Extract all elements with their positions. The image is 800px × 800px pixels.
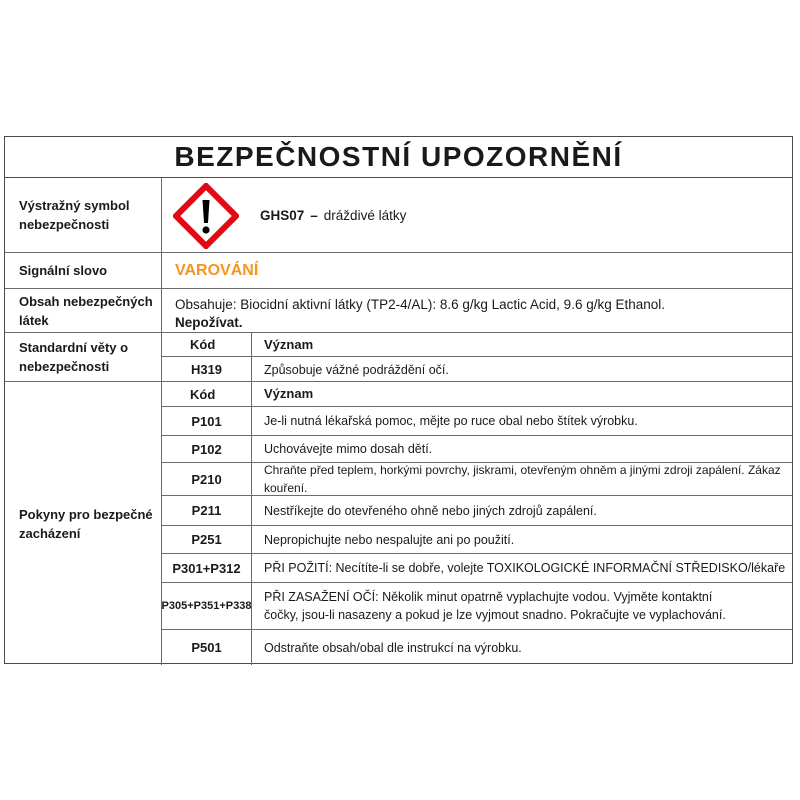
table-row bbox=[162, 463, 792, 496]
statement-text: PŘI POŽITÍ: Necítíte-li se dobře, volejte TOXIKOLOGICKÉ INFORMAČNÍ STŘEDISKO/lékaře bbox=[264, 561, 786, 575]
content-warning: Nepožívat. bbox=[175, 315, 243, 330]
table-header-row bbox=[162, 333, 792, 357]
code-header: Kód bbox=[162, 333, 252, 356]
ghs-description bbox=[260, 178, 406, 252]
table-header-row bbox=[162, 382, 792, 407]
signal-word-label: Signální slovo bbox=[5, 253, 162, 288]
signal-word-value bbox=[162, 253, 792, 288]
statement-text: Odstraňte obsah/obal dle instrukcí na výrobku. bbox=[264, 640, 522, 655]
hazardous-content-value bbox=[162, 289, 792, 332]
ghs07-exclamation-icon bbox=[173, 183, 239, 249]
ghs-dash: – bbox=[310, 207, 318, 223]
statement-code: P501 bbox=[162, 630, 252, 665]
statement-text: Uchovávejte mimo dosah dětí. bbox=[264, 442, 433, 456]
hazard-statements-table bbox=[162, 333, 792, 381]
hazard-statements-label: Standardní věty o nebezpečnosti bbox=[5, 333, 162, 381]
statement-text: Způsobuje vážné podráždění očí. bbox=[264, 362, 449, 377]
hazard-statements-row bbox=[5, 333, 792, 382]
hazard-symbol-label: Výstražný symbol nebezpečnosti bbox=[5, 178, 162, 252]
table-row bbox=[162, 554, 792, 583]
statement-code: P301+P312 bbox=[162, 554, 252, 582]
meaning-header: Význam bbox=[264, 386, 314, 401]
table-row bbox=[162, 496, 792, 526]
page-title: BEZPEČNOSTNÍ UPOZORNĚNÍ bbox=[5, 137, 792, 178]
code-header: Kód bbox=[162, 382, 252, 406]
hazardous-content-text bbox=[175, 296, 782, 332]
statement-text: Nestříkejte do otevřeného ohně nebo jiných zdrojů zapálení. bbox=[264, 503, 597, 518]
table-row bbox=[162, 630, 792, 665]
hazardous-content-row bbox=[5, 289, 792, 333]
ghs-meaning: dráždivé látky bbox=[323, 207, 407, 223]
signal-word: VAROVÁNÍ bbox=[175, 261, 259, 279]
precautionary-label: Pokyny pro bezpečné zacházení bbox=[5, 382, 162, 665]
hazardous-content-label: Obsah nebezpečných látek bbox=[5, 289, 162, 332]
precautionary-table bbox=[162, 382, 792, 665]
table-row bbox=[162, 436, 792, 463]
hazard-symbol-row bbox=[5, 178, 792, 253]
statement-text: Nepropichujte nebo nespalujte ani po použití. bbox=[264, 532, 515, 547]
statement-text: PŘI ZASAŽENÍ OČÍ: Několik minut opatrně vyplachujte vodou. Vyjměte kontaktní čočky, jsou-li nasazeny a pokud je lze vyjmout snadno. Pokračujte ve vyplachování. bbox=[264, 590, 726, 622]
statement-code: H319 bbox=[162, 357, 252, 382]
table-row bbox=[162, 583, 792, 630]
meaning-header: Význam bbox=[264, 336, 314, 352]
safety-label bbox=[4, 136, 793, 664]
statement-code: P251 bbox=[162, 526, 252, 553]
statement-code: P102 bbox=[162, 436, 252, 462]
signal-word-row bbox=[5, 253, 792, 289]
ghs-code: GHS07 bbox=[260, 207, 305, 223]
statement-text: Je-li nutná lékařská pomoc, mějte po ruce obal nebo štítek výrobku. bbox=[264, 414, 638, 428]
statement-code: P211 bbox=[162, 496, 252, 525]
table-row bbox=[162, 357, 792, 382]
content-composition: Obsahuje: Biocidní aktivní látky (TP2-4/AL): 8.6 g/kg Lactic Acid, 9.6 g/kg Ethanol. bbox=[175, 297, 666, 312]
statement-code: P305+P351+P338 bbox=[162, 583, 252, 629]
hazard-symbol-value bbox=[162, 178, 792, 252]
statement-code: P210 bbox=[162, 463, 252, 495]
statement-code: P101 bbox=[162, 407, 252, 435]
table-row bbox=[162, 407, 792, 436]
statement-text: Chraňte před teplem, horkými povrchy, jiskrami, otevřeným ohněm a jinými zdroji zapálení. Zákaz kouření. bbox=[264, 463, 781, 495]
precautionary-row bbox=[5, 382, 792, 665]
table-row bbox=[162, 526, 792, 554]
